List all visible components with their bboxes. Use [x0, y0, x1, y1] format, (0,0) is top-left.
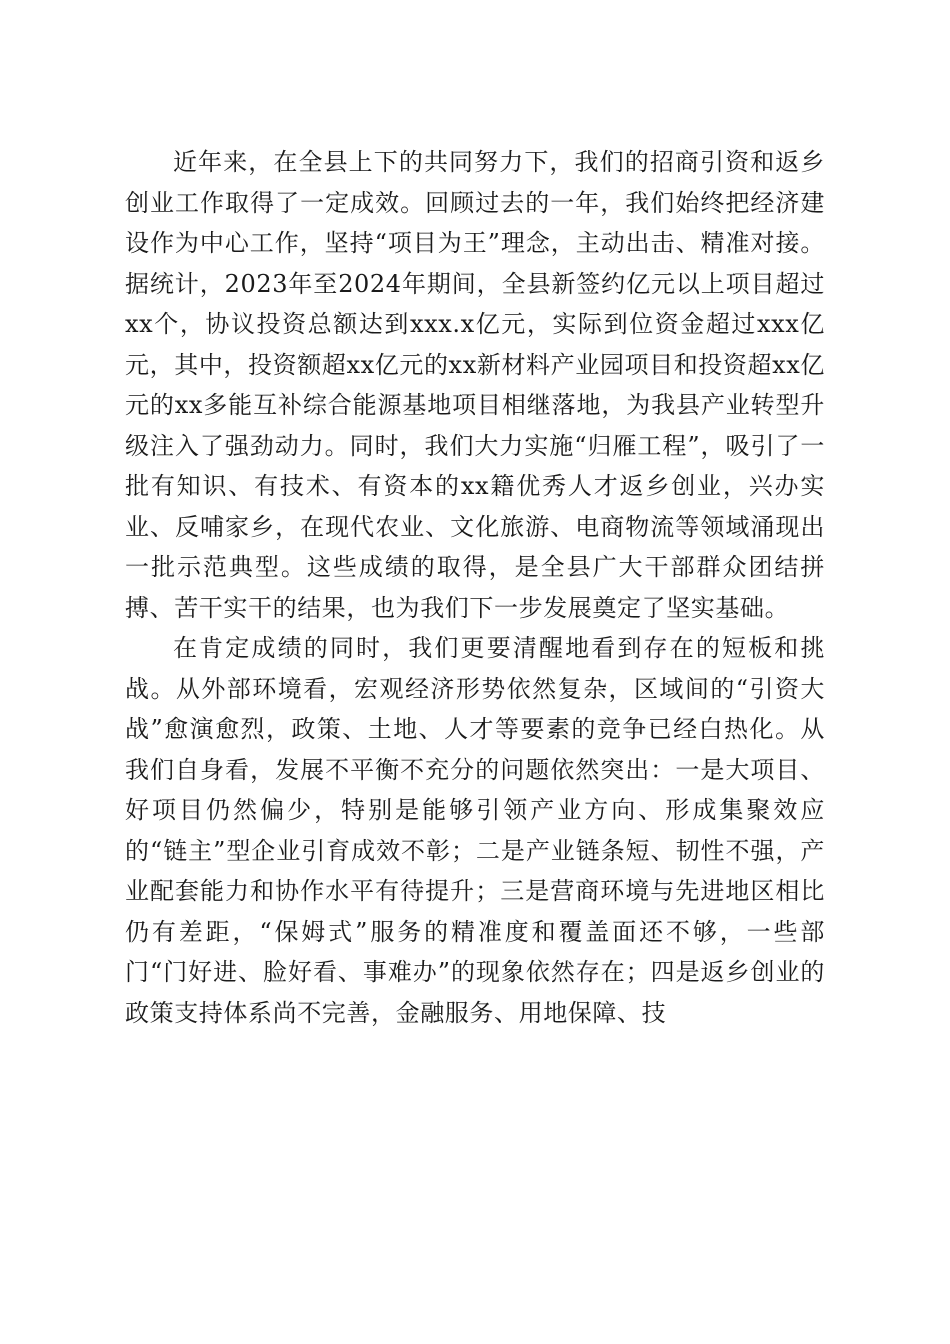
document-body	[125, 142, 825, 1033]
paragraph-challenges: 在肯定成绩的同时，我们更要清醒地看到存在的短板和挑战。从外部环境看，宏观经济形势依然复杂，区域间的“引资大战”愈演愈烈，政策、土地、人才等要素的竞争已经白热化。从我们自身看，发展不平衡不充分的问题依然突出：一是大项目、好项目仍然偏少，特别是能够引领产业方向、形成集聚效应的“链主”型企业引育成效不彰；二是产业链条短、韧性不强，产业配套能力和协作水平有待提升；三是营商环境与先进地区相比仍有差距，“保姆式”服务的精准度和覆盖面还不够，一些部门“门好进、脸好看、事难办”的现象依然存在；四是返乡创业的政策支持体系尚不完善，金融服务、用地保障、技	[125, 634, 825, 1027]
paragraph-achievements: 近年来，在全县上下的共同努力下，我们的招商引资和返乡创业工作取得了一定成效。回顾过去的一年，我们始终把经济建设作为中心工作，坚持“项目为王”理念，主动出击、精准对接。据统计，2023年至2024年期间，全县新签约亿元以上项目超过xx个，协议投资总额达到xxx.x亿元，实际到位资金超过xxx亿元，其中，投资额超xx亿元的xx新材料产业园项目和投资超xx亿元的xx多能互补综合能源基地项目相继落地，为我县产业转型升级注入了强劲动力。同时，我们大力实施“归雁工程”，吸引了一批有知识、有技术、有资本的xx籍优秀人才返乡创业，兴办实业、反哺家乡，在现代农业、文化旅游、电商物流等领域涌现出一批示范典型。这些成绩的取得，是全县广大干部群众团结拼搏、苦干实干的结果，也为我们下一步发展奠定了坚实基础。	[125, 148, 825, 622]
